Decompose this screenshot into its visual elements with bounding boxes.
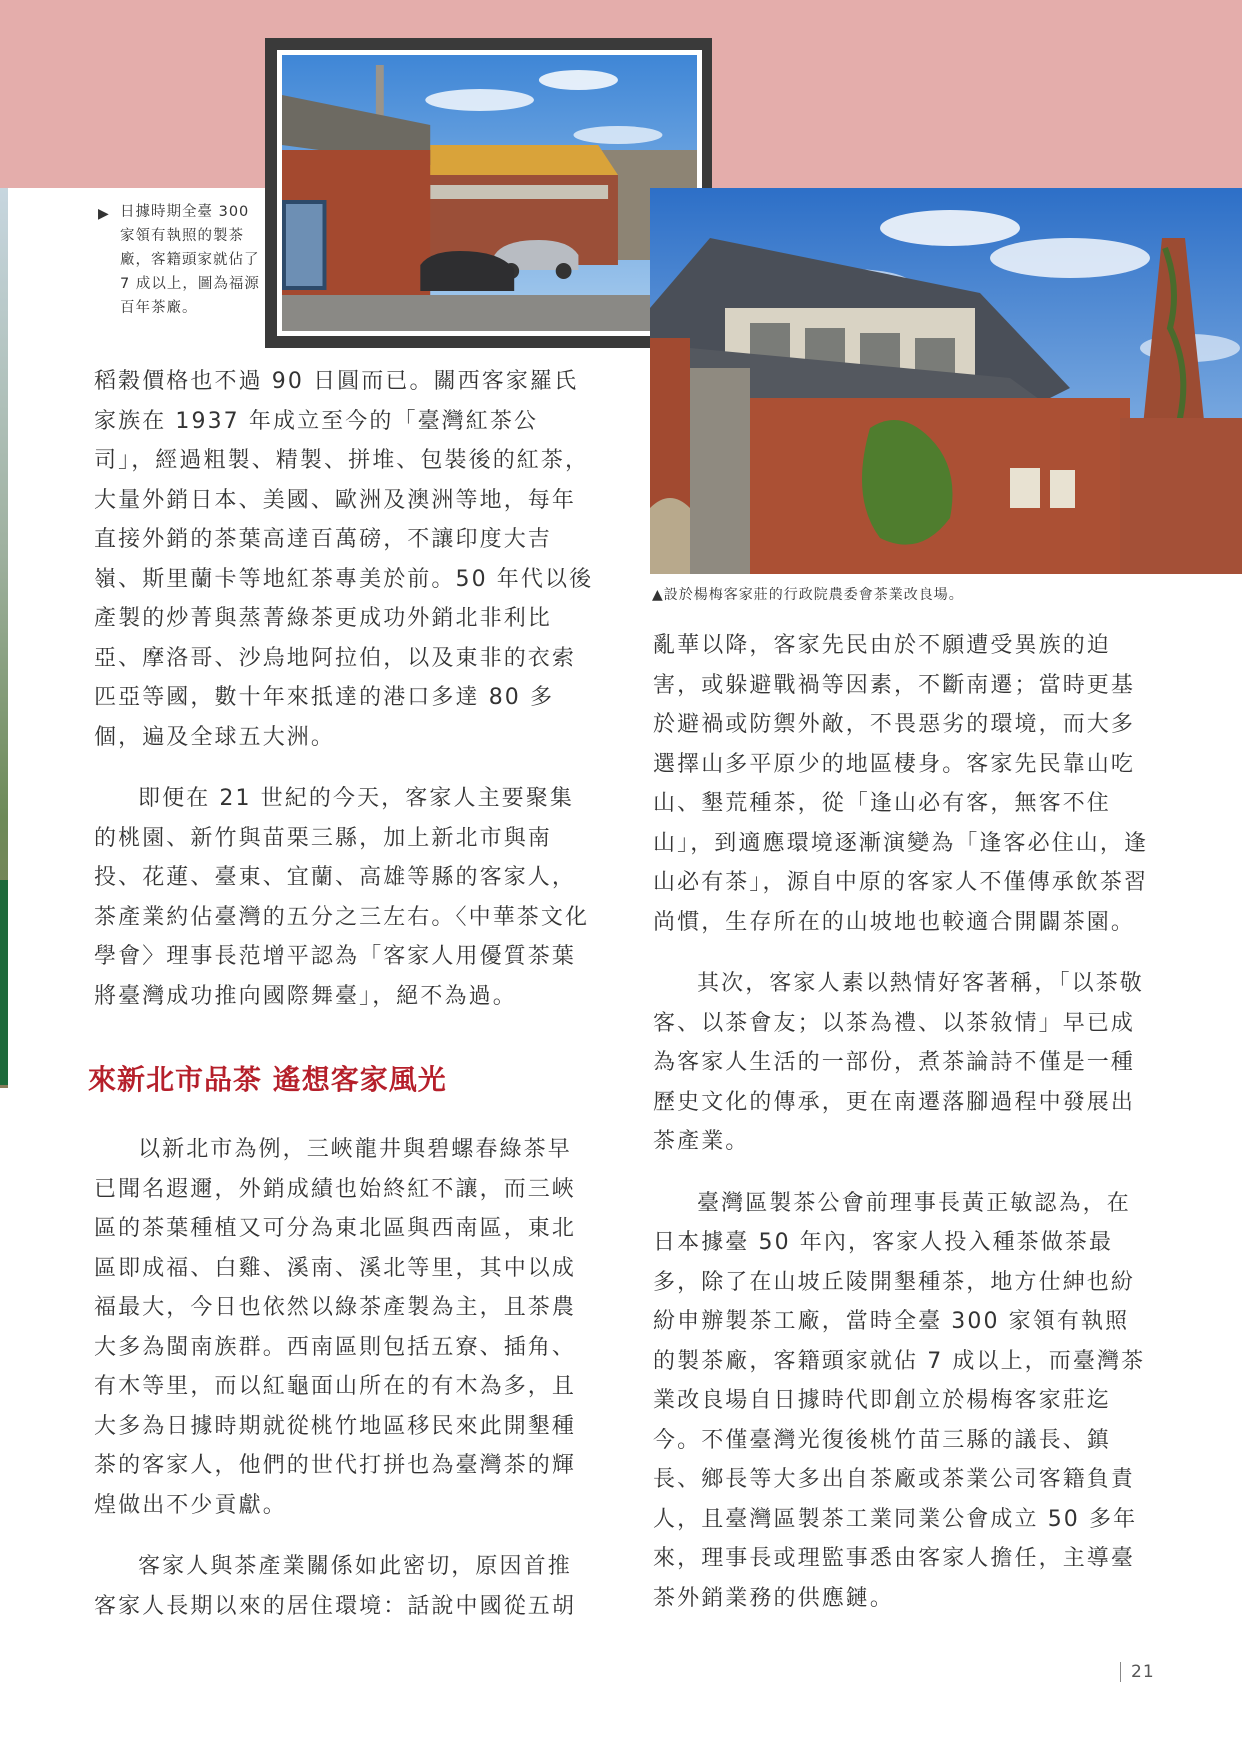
photo-caption-factory — [98, 200, 268, 320]
left-paragraph-2: 即便在 21 世紀的今天，客家人主要聚集的桃園、新竹與苗栗三縣，加上新北市與南投、花蓮、臺東、宜蘭、高雄等縣的客家人，茶產業約佔臺灣的五分之三左右。〈中華茶文化學會〉理事長范增平認為「客家人用優質茶葉將臺灣成功推向國際舞臺」，絕不為過。 — [94, 786, 590, 1009]
left-paragraph-4: 客家人與茶產業關係如此密切，原因首推客家人長期以來的居住環境：話說中國從五胡 — [94, 1554, 577, 1619]
right-text-column — [653, 626, 1153, 1640]
tea-research-station-photo-container — [650, 188, 1242, 574]
page-number: 21 — [1120, 1662, 1155, 1682]
photo-caption-research-station: ▲設於楊梅客家莊的行政院農委會茶業改良場。 — [652, 587, 964, 603]
left-edge-green-tab — [0, 880, 8, 1085]
tea-factory-photo — [282, 55, 697, 331]
section-heading: 來新北市品茶 遙想客家風光 — [88, 1063, 447, 1096]
left-paragraph-1: 稻穀價格也不過 90 日圓而已。關西客家羅氏家族在 1937 年成立至今的「臺灣紅茶公司」，經過粗製、精製、拼堆、包裝後的紅茶，大量外銷日本、美國、歐洲及澳洲等地，每年直接外銷的茶葉高達百萬磅，不讓印度大吉嶺、斯里蘭卡等地紅茶專美於前。50 年代以後產製的炒菁與蒸菁綠茶更成功外銷北非利比亞、摩洛哥、沙烏地阿拉伯，以及東非的衣索匹亞等國，數十年來抵達的港口多達 80 多個，遍及全球五大洲。 — [94, 369, 594, 750]
photo-caption-factory-text: 日據時期全臺 300 家領有執照的製茶廠，客籍頭家就佔了 7 成以上，圖為福源百年茶廠。 — [120, 204, 260, 316]
left-text-column-lower — [94, 1130, 594, 1648]
tea-research-station-photo — [650, 188, 1242, 574]
left-text-column — [94, 362, 594, 1016]
tea-factory-photo-frame — [265, 38, 712, 348]
right-paragraph-3: 臺灣區製茶公會前理事長黃正敏認為，在日本據臺 50 年內，客家人投入種茶做茶最多，除了在山坡丘陵開墾種茶，地方仕紳也紛紛申辦製茶工廠，當時全臺 300 家領有執照的製茶廠，客籍頭家就佔 7 成以上，而臺灣茶業改良場自日據時代即創立於楊梅客家莊迄今。不僅臺灣光復後桃竹苗三縣的議長、鎮長、鄉長等大多出自茶廠或茶業公司客籍負責人，且臺灣區製茶工業同業公會成立 50 多年來，理事長或理監事悉由客家人擔任，主導臺茶外銷業務的供應鏈。 — [653, 1190, 1146, 1611]
left-paragraph-3: 以新北市為例，三峽龍井與碧螺春綠茶早已聞名遐邇，外銷成績也始終紅不讓，而三峽區的茶葉種植又可分為東北區與西南區，東北區即成福、白雞、溪南、溪北等里，其中以成福最大，今日也依然以綠茶產製為主，且茶農大多為閩南族群。西南區則包括五寮、插角、有木等里，而以紅龜面山所在的有木為多，且大多為日據時期就從桃竹地區移民來此開墾種茶的客家人，他們的世代打拼也為臺灣茶的輝煌做出不少貢獻。 — [94, 1137, 577, 1518]
triangle-pointer-icon: ▶ — [98, 206, 110, 222]
right-paragraph-2: 其次，客家人素以熱情好客著稱，「以茶敬客、以茶會友；以茶為禮、以茶敘情」早已成為客家人生活的一部份，煮茶論詩不僅是一種歷史文化的傳承，更在南遷落腳過程中發展出茶產業。 — [653, 971, 1144, 1154]
right-paragraph-1: 亂華以降，客家先民由於不願遭受異族的迫害，或躲避戰禍等因素，不斷南遷；當時更基於避禍或防禦外敵，不畏惡劣的環境，而大多選擇山多平原少的地區棲身。客家先民靠山吃山、墾荒種茶，從「逢山必有客，無客不住山」，到適應環境逐漸演變為「逢客必住山，逢山必有茶」，源自中原的客家人不僅傳承飲茶習尚慣，生存所在的山坡地也較適合開闢茶園。 — [653, 633, 1149, 935]
